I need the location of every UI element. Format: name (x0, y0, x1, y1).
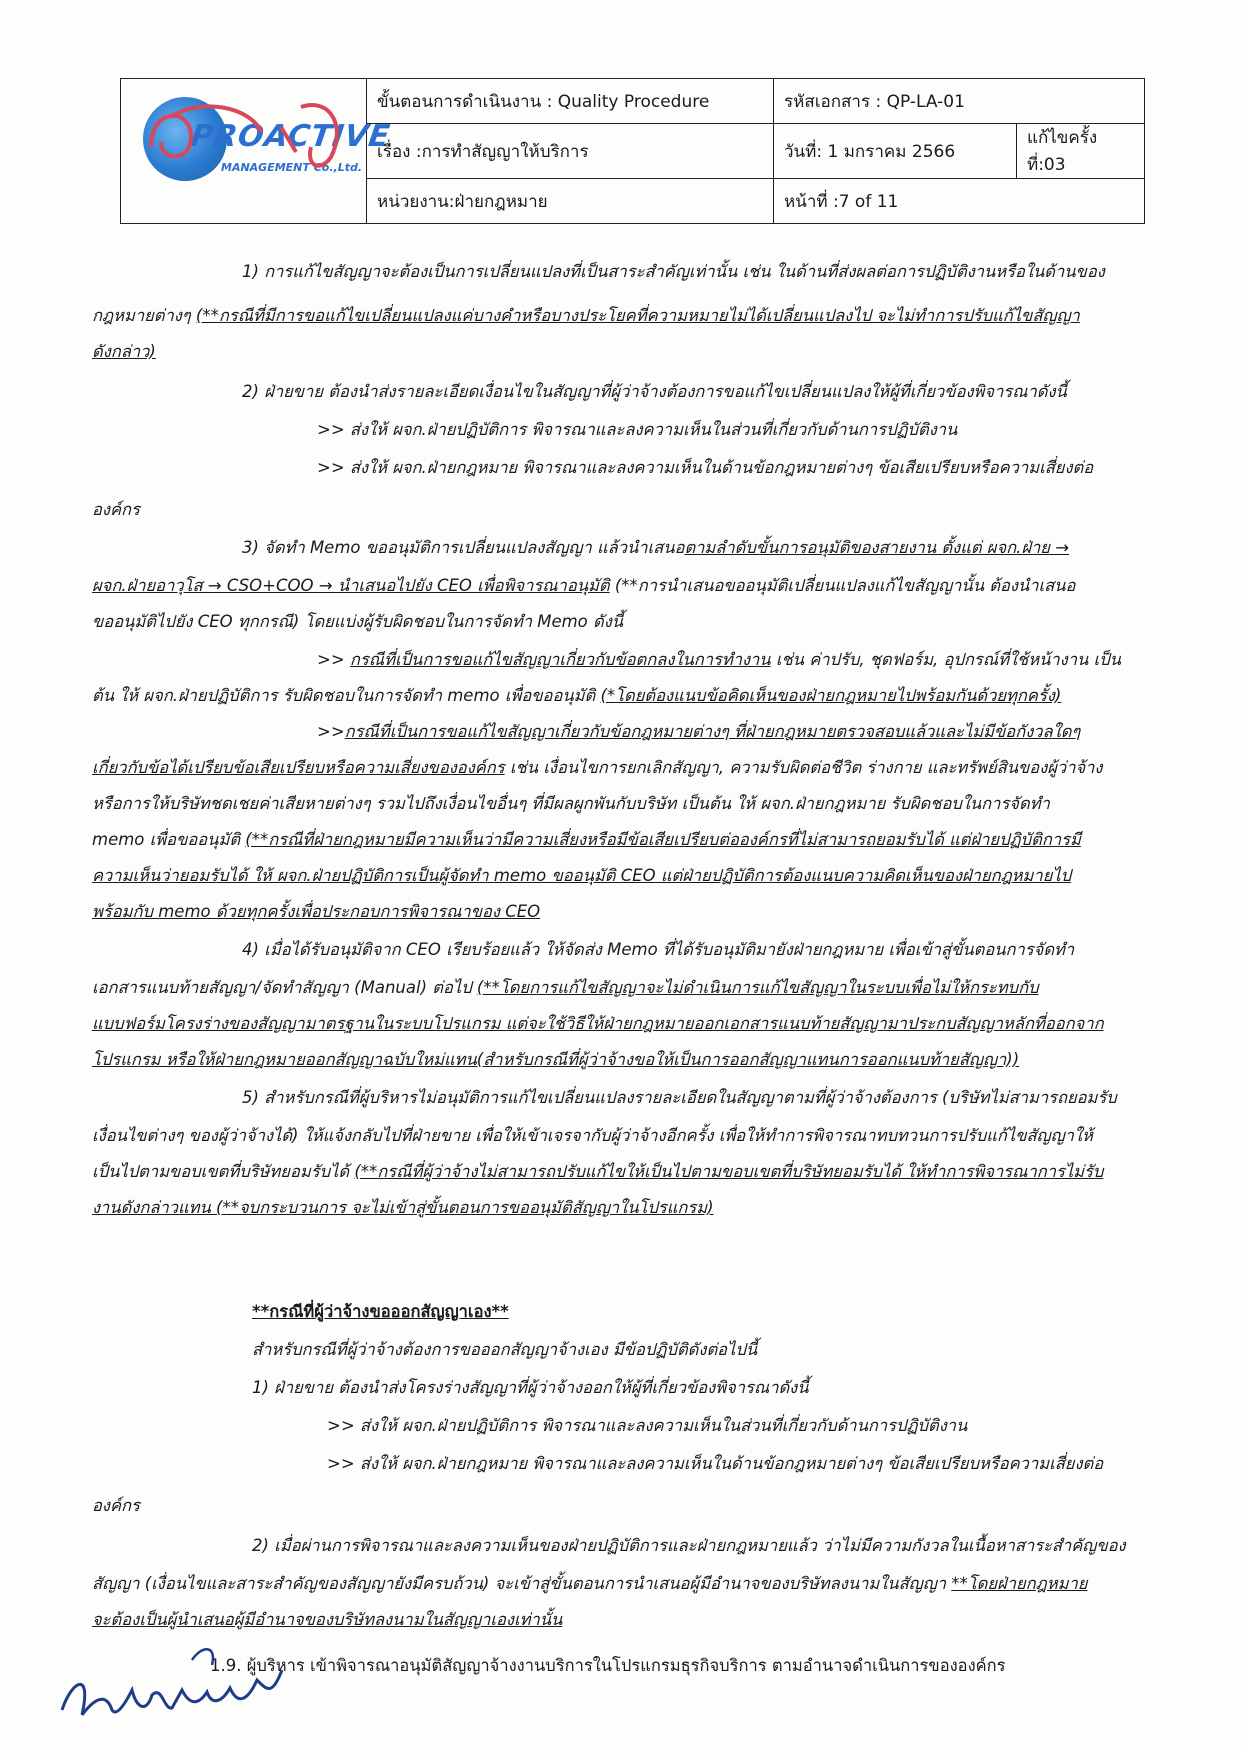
section-item-2-line-3: จะต้องเป็นผู้นำเสนอผู้มีอำนาจของบริษัทลงนามในสัญญาเองเท่านั้น (92, 1610, 563, 1629)
para-1-line-3: ดังกล่าว) (92, 342, 156, 361)
para-3-item-2 (317, 722, 1080, 742)
red-stamp-icon (131, 87, 361, 177)
text-span: 3) จัดทำ Memo ขออนุมัติการเปลี่ยนแปลงสัญญา แล้วนำเสนอ (242, 538, 685, 557)
text-span: >> (317, 722, 345, 741)
para-5-line-2: เงื่อนไขต่างๆ ของผู้ว่าจ้างได้) ให้แจ้งกลับไปที่ฝ่ายขาย เพื่อให้เข้าเจรจากับผู้ว่าจ้างอีกครั้ง เพื่อให้ทำการพิจารณาทบทวนการปรับแก้ไขสัญญาให้ (92, 1126, 1093, 1145)
para-4-line-4: โปรแกรม หรือให้ฝ่ายกฎหมายออกสัญญาฉบับใหม่แทน(สำหรับกรณีที่ผู้ว่าจ้างขอให้เป็นการออกสัญญาแทนการออกแนบท้ายสัญญา)) (92, 1050, 1020, 1069)
department-cell: หน่วยงาน:ฝ่ายกฎหมาย (367, 179, 774, 224)
para-3-line-3: ขออนุมัติไปยัง CEO ทุกกรณี) โดยแบ่งผู้รับผิดชอบในการจัดทำ Memo ดังนี้ (92, 612, 624, 631)
para-3-item-1 (317, 650, 1121, 670)
para-2: 2) ฝ่ายขาย ต้องนำส่งรายละเอียดเงื่อนไขในสัญญาที่ผู้ว่าจ้างต้องการขอแก้ไขเปลี่ยนแปลงให้ผู้ที่เกี่ยวข้องพิจารณาดังนี้ (242, 382, 1067, 401)
logo-subtext: MANAGEMENT Co.,Ltd. (221, 161, 363, 174)
para-3-line-2 (92, 576, 1075, 596)
handwritten-signature (52, 1640, 292, 1730)
section-item-1: 1) ฝ่ายขาย ต้องนำส่งโครงร่างสัญญาที่ผู้ว่าจ้างออกให้ผู้ที่เกี่ยวข้องพิจารณาดังนี้ (252, 1378, 809, 1397)
underlined-note: (**กรณีที่มีการขอแก้ไขเปลี่ยนแปลงแค่บางคำหรือบางประโยคที่ความหมายไม่ได้เปลี่ยนแปลงไป จะไม่ทำการปรับแก้ไขสัญญา (195, 306, 1080, 325)
para-3-item-1-cont (92, 686, 1061, 706)
procedure-cell: ขั้นตอนการดำเนินงาน : Quality Procedure (367, 79, 774, 124)
para-5-line-4: งานดังกล่าวแทน (**จบกระบวนการ จะไม่เข้าสู่ขั้นตอนการขออนุมัติสัญญาในโปรแกรม) (92, 1198, 714, 1217)
underlined-text: กรณีที่เป็นการขอแก้ไขสัญญาเกี่ยวกับข้อตกลงในการทำงาน (349, 650, 771, 669)
para-1: 1) การแก้ไขสัญญาจะต้องเป็นการเปลี่ยนแปลงที่เป็นสาระสำคัญเท่านั้น เช่น ในด้านที่ส่งผลต่อการปฏิบัติงานหรือในด้านของ (242, 262, 1105, 281)
para-3-item-2-line-6: พร้อมกับ memo ด้วยทุกครั้งเพื่อประกอบการพิจารณาของ CEO (92, 902, 541, 921)
para-4-line-2 (92, 978, 1039, 998)
text-span: ต้น ให้ ผจก.ฝ่ายปฏิบัติการ รับผิดชอบในการจัดทำ memo เพื่อขออนุมัติ (92, 686, 601, 705)
underlined-note: **โดยฝ่ายกฎหมาย (951, 1574, 1088, 1593)
text-span: (**การนำเสนอขออนุมัติเปลี่ยนแปลงแก้ไขสัญญานั้น ต้องนำเสนอ (609, 576, 1076, 595)
underlined-text: ตามลำดับขั้นการอนุมัติของสายงาน ตั้งแต่ ผจก.ฝ่าย → (684, 538, 1070, 557)
section-item-1-sub-1: >> ส่งให้ ผจก.ฝ่ายปฏิบัติการ พิจารณาและลงความเห็นในส่วนที่เกี่ยวกับด้านการปฏิบัติงาน (327, 1416, 968, 1435)
underlined-note: (*โดยต้องแนบข้อคิดเห็นของฝ่ายกฎหมายไปพร้อมกันด้วยทุกครั้ง) (600, 686, 1062, 705)
para-5-line-3 (92, 1162, 1103, 1182)
subject-cell: เรื่อง :การทำสัญญาให้บริการ (367, 124, 774, 179)
underlined-text: กรณีที่เป็นการขอแก้ไขสัญญาเกี่ยวกับข้อกฎหมายต่างๆ ที่ฝ่ายกฎหมายตรวจสอบแล้วและไม่มีข้อกังวลใดๆ (344, 722, 1081, 741)
para-3-item-2-line-5: ความเห็นว่ายอมรับได้ ให้ ผจก.ฝ่ายปฏิบัติการเป็นผู้จัดทำ memo ขออนุมัติ CEO แต่ฝ่ายปฏิบัติการต้องแนบความคิดเห็นของฝ่ายกฎหมายไป (92, 866, 1072, 885)
text-span: memo เพื่อขออนุมัติ (92, 830, 246, 849)
section-item-2-line-2 (92, 1574, 1087, 1594)
section-item-2: 2) เมื่อผ่านการพิจารณาและลงความเห็นของฝ่ายปฏิบัติการและฝ่ายกฎหมายแล้ว ว่าไม่มีความกังวลในเนื้อหาสาระสำคัญของ (252, 1536, 1126, 1555)
para-3-item-2-line-4 (92, 830, 1081, 850)
para-3-item-2-cont (92, 758, 1102, 778)
para-2-item-1: >> ส่งให้ ผจก.ฝ่ายปฏิบัติการ พิจารณาและลงความเห็นในส่วนที่เกี่ยวกับด้านการปฏิบัติงาน (317, 420, 958, 439)
para-1-line-2 (92, 306, 1080, 326)
para-5: 5) สำหรับกรณีที่ผู้บริหารไม่อนุมัติการแก้ไขเปลี่ยนแปลงรายละเอียดในสัญญาตามที่ผู้ว่าจ้างต้องการ (บริษัทไม่สามารถยอมรับ (242, 1088, 1117, 1107)
section-intro: สำหรับกรณีที่ผู้ว่าจ้างต้องการขอออกสัญญาจ้างเอง มีข้อปฏิบัติดังต่อไปนี้ (252, 1340, 758, 1359)
text-span: เป็นไปตามขอบเขตที่บริษัทยอมรับได้ (92, 1162, 355, 1181)
document-header (120, 78, 1145, 224)
para-2-item-2-cont: องค์กร (92, 500, 140, 519)
doc-code-cell: รหัสเอกสาร : QP-LA-01 (774, 79, 1145, 124)
underlined-note: (**กรณีที่ผู้ว่าจ้างไม่สามารถปรับแก้ไขให้เป็นไปตามขอบเขตที่บริษัทยอมรับได้ ให้ทำการพิจารณาการไม่รับ (354, 1162, 1104, 1181)
page-cell: หน้าที่ :7 of 11 (774, 179, 1145, 224)
para-2-item-2: >> ส่งให้ ผจก.ฝ่ายกฎหมาย พิจารณาและลงความเห็นในด้านข้อกฎหมายต่างๆ ข้อเสียเปรียบหรือความเสี่ยงต่อ (317, 458, 1094, 477)
text-span: กฎหมายต่างๆ (92, 306, 196, 325)
text-span: เช่น เงื่อนไขการยกเลิกสัญญา, ความรับผิดต่อชีวิต ร่างกาย และทรัพย์สินของผู้ว่าจ้าง (504, 758, 1103, 777)
revision-cell: แก้ไขครั้งที่:03 (1017, 124, 1145, 179)
section-item-1-sub-2: >> ส่งให้ ผจก.ฝ่ายกฎหมาย พิจารณาและลงความเห็นในด้านข้อกฎหมายต่างๆ ข้อเสียเปรียบหรือความเสี่ยงต่อ (327, 1454, 1104, 1473)
logo-cell (121, 79, 393, 224)
underlined-note: (**โดยการแก้ไขสัญญาจะไม่ดำเนินการแก้ไขสัญญาในระบบเพื่อไม่ให้กระทบกับ (476, 978, 1039, 997)
text-span: >> (317, 650, 350, 669)
para-4: 4) เมื่อได้รับอนุมัติจาก CEO เรียบร้อยแล้ว ให้จัดส่ง Memo ที่ได้รับอนุมัติมายังฝ่ายกฎหมาย เพื่อเข้าสู่ขั้นตอนการจัดทำ (242, 940, 1075, 959)
logo-text: PROACTIVE (188, 119, 393, 154)
para-3 (242, 538, 1069, 558)
para-4-line-3: แบบฟอร์มโครงร่างของสัญญามาตรฐานในระบบโปรแกรม แต่จะใช้วิธีให้ฝ่ายกฎหมายออกเอกสารแนบท้ายสัญญามาประกบสัญญาหลักที่ออกจาก (92, 1014, 1104, 1033)
item-1-9: 1.9. ผู้บริหาร เข้าพิจารณาอนุมัติสัญญาจ้างงานบริการในโปรแกรมธุรกิจบริการ ตามอำนาจดำเนินการขององค์กร (210, 1656, 1006, 1675)
section-heading: **กรณีที่ผู้ว่าจ้างขอออกสัญญาเอง** (252, 1302, 509, 1321)
underlined-text: ผจก.ฝ่ายอาวุโส → CSO+COO → นำเสนอไปยัง CEO เพื่อพิจารณาอนุมัติ (92, 576, 610, 595)
company-logo (121, 79, 393, 223)
section-item-1-sub-2-cont: องค์กร (92, 1496, 140, 1515)
date-cell: วันที่: 1 มกราคม 2566 (774, 124, 1017, 179)
text-span: สัญญา (เงื่อนไขและสาระสำคัญของสัญญายังมีครบถ้วน) จะเข้าสู่ขั้นตอนการนำเสนอผู้มีอำนาจของบริษัทลงนามในสัญญา (92, 1574, 952, 1593)
underlined-note: (**กรณีที่ฝ่ายกฎหมายมีความเห็นว่ามีความเสี่ยงหรือมีข้อเสียเปรียบต่อองค์กรที่ไม่สามารถยอมรับได้ แต่ฝ่ายปฏิบัติการมี (245, 830, 1081, 849)
text-span: เช่น ค่าปรับ, ชุดฟอร์ม, อุปกรณ์ที่ใช้หน้างาน เป็น (770, 650, 1121, 669)
para-3-item-2-line-3: หรือการให้บริษัทชดเชยค่าเสียหายต่างๆ รวมไปถึงเงื่อนไขอื่นๆ ที่มีผลผูกพันกับบริษัท เป็นต้น ให้ ผจก.ฝ่ายกฎหมาย รับผิดชอบในการจัดทำ (92, 794, 1050, 813)
underlined-text: เกี่ยวกับข้อได้เปรียบข้อเสียเปรียบหรือความเสี่ยงขององค์กร (92, 758, 505, 777)
text-span: เอกสารแนบท้ายสัญญา/จัดทำสัญญา (Manual) ต่อไป (92, 978, 477, 997)
